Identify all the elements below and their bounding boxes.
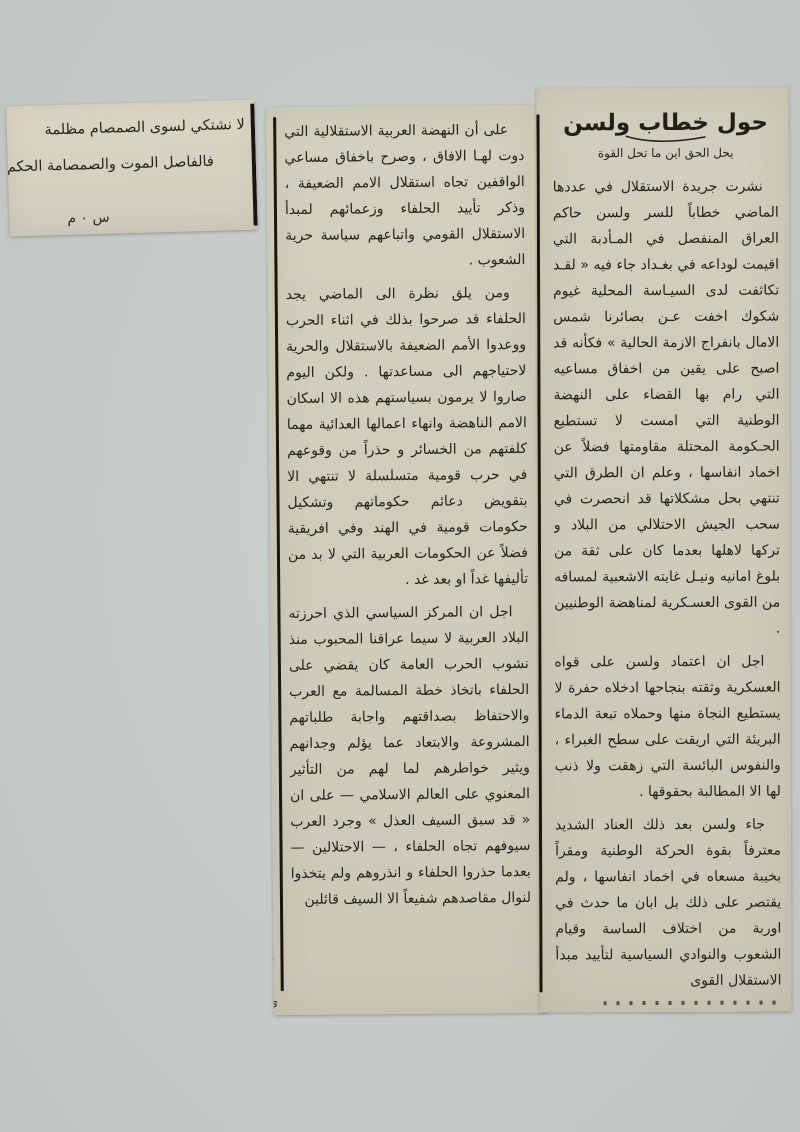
newspaper-middle-column-clipping bbox=[266, 105, 546, 1015]
article-paragraph: اجل ان المركز السياسي الذي احرزته البلاد العربية لا سيما عراقنا المحبوب منذ نشوب الحرب العامة كان يقضي على الحلفاء باتخاذ خطة المسالمة مع العرب والاحتفاظ بصداقتهم واجابة طلباتهم المشروعة والابتعاد عما يؤلم وجدانهم ويثير خواطرهم لما لهم من التأثير المعنوي على العالم الاسلامي — على ان « قد سبق السيف العذل » وجرد العرب سيوفهم تجاه الحلفاء ، — الاحتلالين — بعدما حذروا الحلفاء و انذروهم ولم يتخذوا لنوال مقاصدهم شفيعاً الا السيف قائلين bbox=[288, 604, 532, 908]
article-paragraph: اجل ان اعتماد ولسن على قواه العسكرية وثقته بنجاحها ادخلاه حفرة لا يستطيع النجاة منها وحملاه تبعة الدماء البريئة التي اريقت على سطح الغبراء ، والنفوس البائسة التي زهقت ولا ذنب لها الا المطالبة بحقوقها . bbox=[554, 653, 781, 801]
column-left-rule bbox=[273, 117, 284, 991]
poem-line: لا نشتكي لسوى الصمصام مظلمة bbox=[44, 116, 246, 139]
clipping-edge-rule bbox=[250, 104, 257, 226]
cutoff-text-marks bbox=[604, 1001, 786, 1006]
cutoff-letter-fragment: ى bbox=[267, 995, 279, 1011]
article-title: حول خطاب ولسن bbox=[563, 109, 768, 137]
poem-signature: س ٠ م bbox=[67, 209, 110, 227]
article-paragraph: جاء ولسن بعد ذلك العناد الشديد معترفاً بقوة الحركة الوطنية ومقراً بخيبة مسعاه في اخماد انفاسها ، ولم يقتصر على ذلك بل ابان ما حدث في اوربة من اختلاف الساسة وقيام الشعوب والنوادي السياسية لتأييد مبدأ الاستقلال القوى bbox=[554, 816, 782, 989]
newspaper-right-column-clipping bbox=[536, 88, 791, 1013]
article-subtitle: يحل الحق اين ما تحل القوة bbox=[597, 145, 734, 161]
article-body bbox=[553, 174, 782, 995]
middle-column-text bbox=[284, 117, 532, 1007]
poem-line: فالفاصل الموت والصمصامة الحكم bbox=[6, 153, 215, 176]
article-paragraph: نشرت جريدة الاستقلال في عددها الماضي خطاباً للسر ولسن حاكم العراق المنفصل في المـأدبة التي اقيمت لوداعه في بغـداد جاء فيه « لقـد تكاثفت لدى السيـاسة المحلية غيوم شكوك اخفت عـن بصائرنا شمس الامال بانفراج الازمة الحالية » فكأنه قد اصبح على يقين من اخفاق مساعيه التي رام بها القضاء على النهضة الوطنية التي امست لا تستطيع الحـكومة المحتلة مقاومتها فضلاً عن اخماد انفاسها ، وعلم ان الطرق التي تنتهي بحل مشكلاتها قد انحصرت في سحب الجيش الاحتلالي من البلاد و تركها لاهلها بعدما كان على ثقة من بلوغ امانيه ونيـل غايته الاشعبية لمسافه من القوى العسـكرية لمناهضة الوطنيين . bbox=[552, 178, 781, 637]
article-paragraph: على أن النهضة العربية الاستقلالية التي دوت لهـا الافاق ، وصرح باخفاق مساعي الواقفين تجاه استقلال الامم الضعيفة ، وذكر تأييد الحلفاء وزعمائهم لمبدأ الاستقلال القومي واتباعهم سياسة حرية الشعوب . bbox=[284, 122, 526, 269]
article-paragraph: ومن يلق نظرة الى الماضي يجد الحلفاء قد صرحوا بذلك في اثناء الحرب ووعدوا الأمم الضعيفة بالاستقلال والحرية لاحتياجهم الى مساعدتها . ولكن اليوم صاروا لا يرمون بسياستهم هذه الا اسكان الامم الناهضة وانهاء اعمالها العدائية مهما كلفتهم من الخسائر و حذراً من وقوعهم في حرب قومية متسلسلة لا تنتهي الا بتقويض دعائم حكوماتهم وتشكيل حكومات قومية في الهند وفي افريقية فضلاً عن الحكومات العربية التي لا بد من تأليفها غداً او بعد غد . bbox=[285, 285, 529, 589]
poem-clipping bbox=[6, 100, 258, 237]
right-column-text bbox=[552, 110, 781, 1001]
cutoff-letter-fragment: و bbox=[268, 949, 275, 965]
